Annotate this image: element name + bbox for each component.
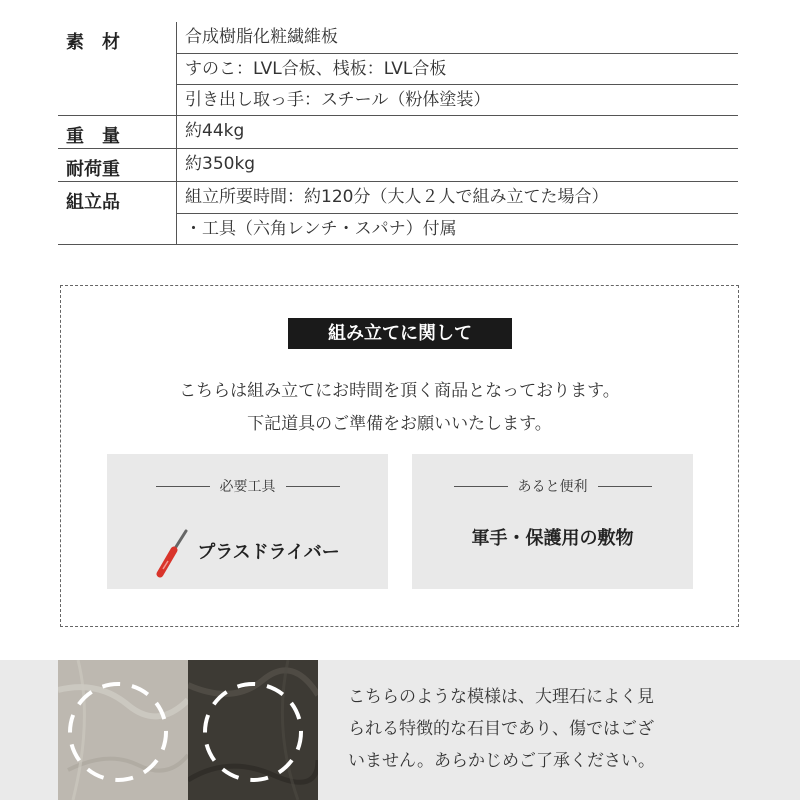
spec-value-load: 約350kg (185, 154, 256, 174)
marble-note-line-1: こちらのような模様は、大理石によく見 (348, 687, 654, 707)
required-tool-box (107, 454, 388, 589)
marble-swatch-light (58, 660, 188, 800)
divider (598, 486, 652, 487)
spec-value-material-3: 引き出し取っ手：スチール（粉体塗装） (177, 84, 738, 115)
spec-value-assembly-2: ・工具（六角レンチ・スパナ）付属 (177, 213, 738, 244)
screwdriver-icon (155, 528, 195, 578)
marble-note-line-3: いません。あらかじめご了承ください。 (348, 751, 656, 771)
spec-row-material (58, 22, 738, 116)
divider (454, 486, 508, 487)
spec-value-assembly-1: 組立所要時間：約120分（大人２人で組み立てた場合） (185, 187, 609, 207)
spec-value-material-2: すのこ：LVL合板、桟板：LVL合板 (177, 53, 738, 84)
notice-line-1: こちらは組み立てにお時間を頂く商品となっております。 (179, 381, 620, 401)
marble-note-line-2: られる特徴的な石目であり、傷ではござ (348, 719, 654, 739)
spec-row-weight (58, 116, 738, 149)
handy-items-heading: あると便利 (517, 479, 588, 495)
divider (156, 486, 210, 487)
marble-pattern-note (0, 660, 800, 800)
spec-row-assembly (58, 182, 738, 245)
spec-value-weight: 約44kg (185, 121, 245, 141)
spec-table (58, 22, 738, 245)
spec-label-weight: 重 量 (66, 126, 120, 147)
required-tool-heading: 必要工具 (219, 479, 276, 495)
spec-value-material-1: 合成樹脂化粧繊維板 (185, 27, 338, 47)
notice-title: 組み立てに関して (288, 318, 512, 349)
spec-label-material: 素 材 (66, 32, 120, 53)
divider (286, 486, 340, 487)
marble-swatch-dark (188, 660, 318, 800)
required-tool-name: プラスドライバー (197, 542, 340, 563)
handy-items-box (412, 454, 693, 589)
spec-label-assembly: 組立品 (66, 192, 120, 213)
assembly-notice (60, 285, 739, 627)
spec-row-load (58, 149, 738, 182)
handy-items-name: 軍手・保護用の敷物 (471, 528, 634, 549)
spec-label-load: 耐荷重 (66, 159, 120, 180)
notice-line-2: 下記道具のご準備をお願いいたします。 (247, 414, 552, 434)
